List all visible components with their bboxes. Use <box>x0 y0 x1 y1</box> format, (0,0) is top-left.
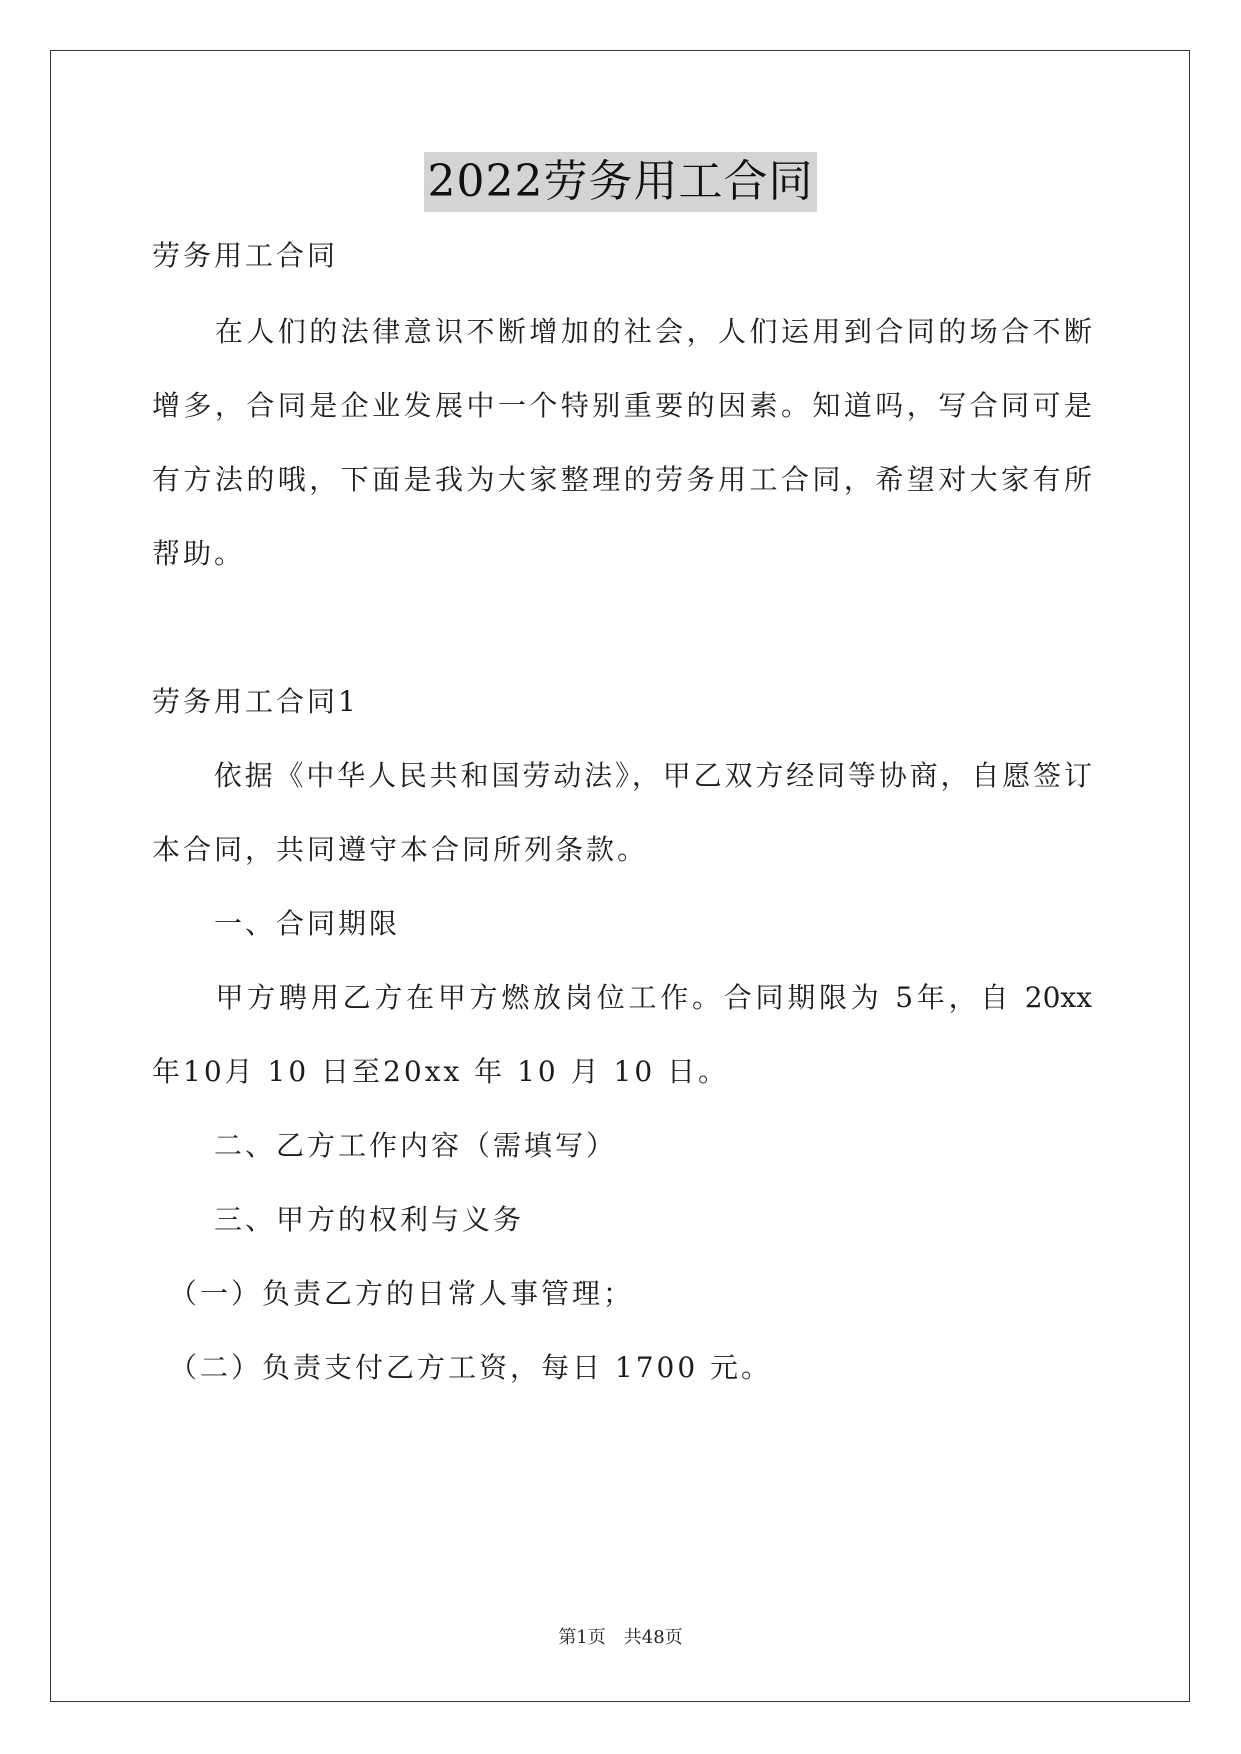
document-title: 2022劳务用工合同 <box>424 152 818 212</box>
paragraph-line: 在人们的法律意识不断增加的社会，人们运用到合同的场合不断 <box>152 315 1092 348</box>
section-heading: 劳务用工合同1 <box>152 685 359 718</box>
sub-clause: （一）负责乙方的日常人事管理； <box>152 1277 635 1310</box>
sub-clause: （二）负责支付乙方工资，每日 1700 元。 <box>152 1351 773 1384</box>
paragraph-line: 有方法的哦，下面是我为大家整理的劳务用工合同，希望对大家有所 <box>152 463 1092 496</box>
title-container <box>0 152 1241 212</box>
clause-heading: 二、乙方工作内容（需填写） <box>152 1129 618 1162</box>
paragraph-line: 依据《中华人民共和国劳动法》，甲乙双方经同等协商，自愿签订 <box>152 759 1092 792</box>
paragraph-line: 本合同，共同遵守本合同所列条款。 <box>152 833 649 866</box>
paragraph-line: 增多，合同是企业发展中一个特别重要的因素。知道吗，写合同可是 <box>152 389 1092 422</box>
page-footer: 第1页 共48页 <box>558 1627 683 1648</box>
clause-heading: 一、合同期限 <box>152 907 401 940</box>
paragraph-line: 年10月 10 日至20xx 年 10 月 10 日。 <box>152 1055 730 1088</box>
page-border <box>50 50 1190 1702</box>
paragraph-line: 帮助。 <box>152 537 246 570</box>
paragraph-line: 劳务用工合同 <box>152 239 339 272</box>
clause-heading: 三、甲方的权利与义务 <box>152 1203 525 1236</box>
paragraph-line: 甲方聘用乙方在甲方燃放岗位工作。合同期限为 5年，自 20xx <box>152 981 1092 1014</box>
